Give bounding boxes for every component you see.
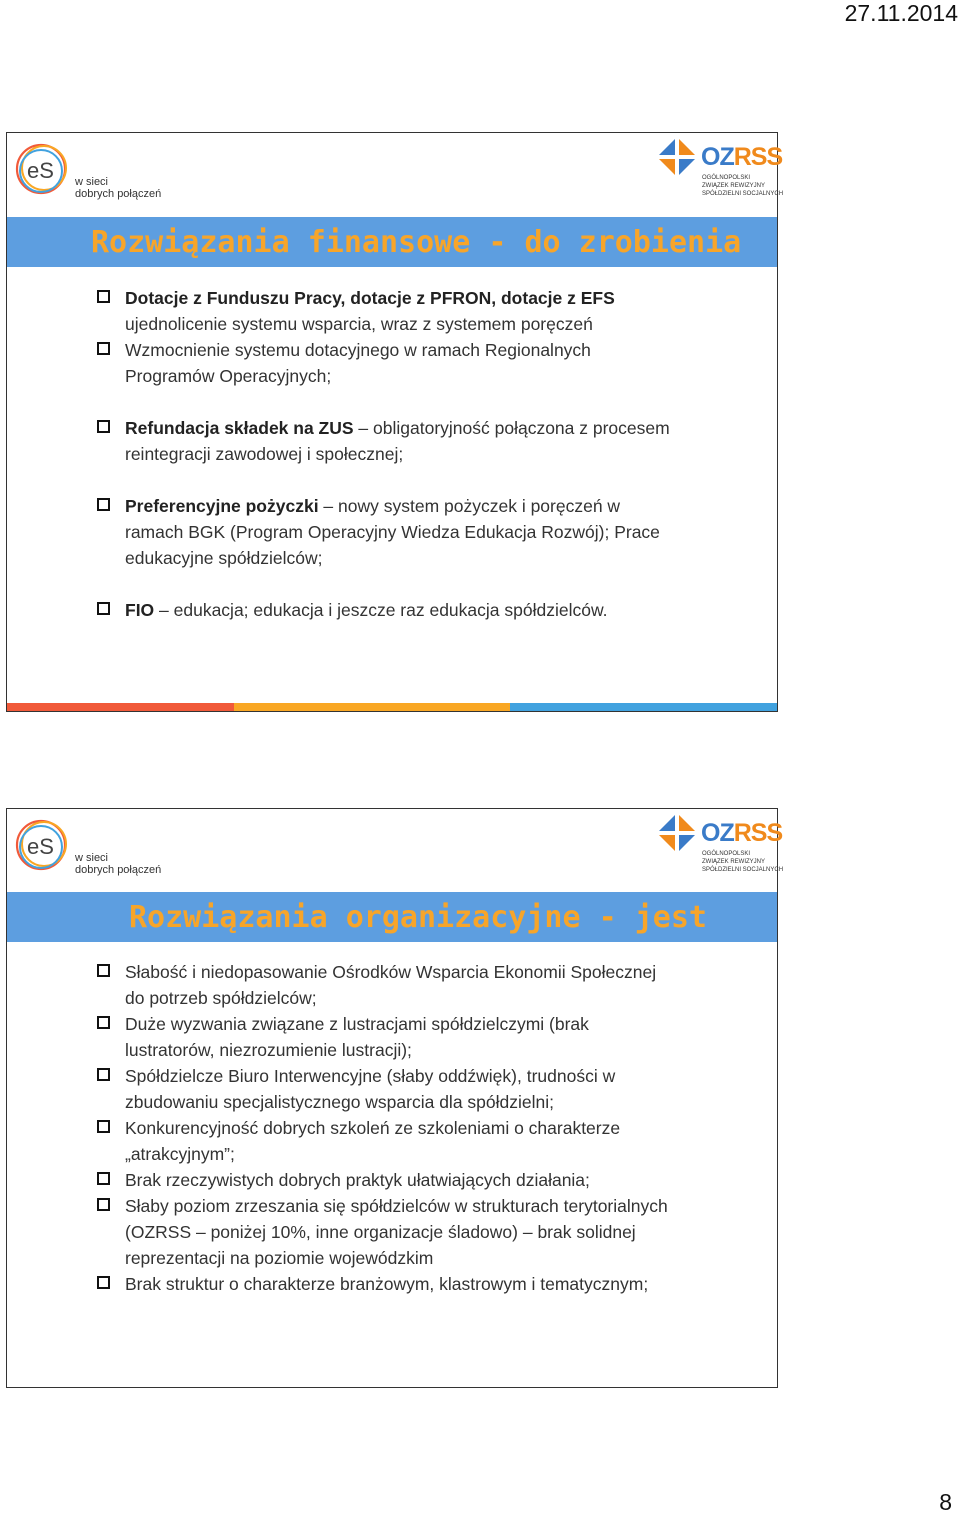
- checkbox-bullet-icon: [97, 1016, 110, 1029]
- ozrss-name-oz: OZ: [701, 819, 734, 847]
- slide-title: Rozwiązania organizacyjne - jest: [129, 900, 707, 935]
- es-logo-icon: [14, 816, 72, 874]
- ozrss-logo: [659, 137, 784, 205]
- bullet-text: Słaby poziom zrzeszania się spółdzielców w strukturach terytorialnych (OZRSS – poniżej 10%, inne organizacje śladowo) – brak solidnej reprezentacji na poziomie wojewódzkim: [125, 1196, 668, 1268]
- checkbox-bullet-icon: [97, 290, 110, 303]
- list-item: [97, 1115, 677, 1167]
- checkbox-bullet-icon: [97, 1172, 110, 1185]
- bullet-text: Słabość i niedopasowanie Ośrodków Wsparcia Ekonomii Społecznej do potrzeb spółdzielców;: [125, 962, 657, 1008]
- slide-finansowe: [6, 132, 784, 712]
- es-logo-icon: [14, 140, 72, 198]
- bullet-text: – obligatoryjność połączona z procesem reintegracji zawodowej i społecznej;: [125, 418, 670, 464]
- list-item: [97, 337, 677, 389]
- bullet-text: ujednolicenie systemu wsparcia, wraz z systemem poręczeń: [125, 314, 593, 334]
- checkbox-bullet-icon: [97, 342, 110, 355]
- checkbox-bullet-icon: [97, 964, 110, 977]
- bullet-bold-text: FIO: [125, 600, 155, 620]
- list-item: [97, 493, 677, 571]
- ozrss-sub-line2: ZWIĄZEK REWIZYJNY: [702, 859, 765, 865]
- checkbox-bullet-icon: [97, 1068, 110, 1081]
- ozrss-logo-name: [701, 819, 782, 847]
- es-logo-line2: dobrych połączeń: [75, 188, 162, 200]
- checkbox-bullet-icon: [97, 420, 110, 433]
- list-item: [97, 959, 677, 1011]
- bullet-text: Wzmocnienie systemu dotacyjnego w ramach Regionalnych Programów Operacyjnych;: [125, 340, 591, 386]
- ozrss-sub-line1: OGÓLNOPOLSKI: [702, 175, 751, 181]
- list-item: [97, 1193, 677, 1271]
- bullet-text: Konkurencyjność dobrych szkoleń ze szkoleniami o charakterze „atrakcyjnym”;: [125, 1118, 621, 1164]
- bullet-text: – edukacja; edukacja i jeszcze raz edukacja spółdzielców.: [154, 600, 608, 620]
- list-item: [97, 1271, 677, 1297]
- es-logo: [14, 816, 164, 880]
- bullet-bold-text: Refundacja składek na ZUS: [125, 418, 354, 438]
- page-date: 27.11.2014: [844, 0, 958, 26]
- bullet-bold-text: Dotacje z Funduszu Pracy, dotacje z PFRON, dotacje z EFS: [125, 288, 615, 308]
- ozrss-name-oz: OZ: [701, 143, 734, 171]
- checkbox-bullet-icon: [97, 602, 110, 615]
- ozrss-logo-name: [701, 143, 782, 171]
- ozrss-sub-line1: OGÓLNOPOLSKI: [702, 851, 751, 857]
- ozrss-logo-subtitle: [702, 850, 783, 874]
- ozrss-logo-subtitle: [702, 174, 783, 198]
- stripe-blue: [510, 703, 777, 711]
- checkbox-bullet-icon: [97, 498, 110, 511]
- list-spacer: [97, 389, 677, 415]
- slide-title-bar: [7, 217, 777, 267]
- bullet-text: Brak rzeczywistych dobrych praktyk ułatwiających działania;: [125, 1170, 590, 1190]
- ozrss-sub-line3: SPÓŁDZIELNI SOCJALNYCH: [702, 191, 784, 197]
- bullet-list: [97, 959, 677, 1297]
- slide-title-bar: [7, 892, 777, 942]
- list-item: [97, 285, 677, 337]
- list-item: [97, 1167, 677, 1193]
- es-logo-line2: dobrych połączeń: [75, 864, 162, 876]
- bullet-text: Brak struktur o charakterze branżowym, klastrowym i tematycznym;: [125, 1274, 649, 1294]
- ozrss-logo-icon: [659, 139, 699, 179]
- ozrss-name-rss: RSS: [733, 819, 783, 847]
- checkbox-bullet-icon: [97, 1198, 110, 1211]
- slide-title: Rozwiązania finansowe - do zrobienia: [91, 225, 742, 260]
- list-item: [97, 597, 677, 623]
- page-number: 8: [939, 1489, 952, 1515]
- es-logo-line1: w sieci: [75, 176, 109, 188]
- checkbox-bullet-icon: [97, 1276, 110, 1289]
- list-spacer: [97, 571, 677, 597]
- bullet-bold-text: Preferencyjne pożyczki: [125, 496, 319, 516]
- list-item: [97, 1063, 677, 1115]
- ozrss-logo: [659, 813, 784, 881]
- es-logo: [14, 140, 164, 204]
- checkbox-bullet-icon: [97, 1120, 110, 1133]
- es-logo-mark: eS: [27, 834, 54, 859]
- stripe-orange: [234, 703, 510, 711]
- ozrss-logo-icon: [659, 815, 699, 855]
- bullet-text: – nowy system pożyczek i poręczeń w ramach BGK (Program Operacyjny Wiedza Edukacja Rozwój); Prace edukacyjne spółdzielców;: [125, 496, 660, 568]
- ozrss-sub-line3: SPÓŁDZIELNI SOCJALNYCH: [702, 867, 784, 873]
- es-logo-line1: w sieci: [75, 852, 109, 864]
- stripe-red: [7, 703, 234, 711]
- bullet-text: Spółdzielcze Biuro Interwencyjne (słaby oddźwięk), trudności w zbudowaniu specjalistycznego wsparcia dla spółdzielni;: [125, 1066, 616, 1112]
- color-stripe: [7, 703, 777, 711]
- bullet-list: [97, 285, 677, 623]
- bullet-text: Duże wyzwania związane z lustracjami spółdzielczymi (brak lustratorów, niezrozumienie lustracji);: [125, 1014, 589, 1060]
- list-item: [97, 415, 677, 467]
- es-logo-mark: eS: [27, 158, 54, 183]
- ozrss-sub-line2: ZWIĄZEK REWIZYJNY: [702, 183, 765, 189]
- list-item: [97, 1011, 677, 1063]
- list-spacer: [97, 467, 677, 493]
- slide-organizacyjne: [6, 808, 784, 1388]
- ozrss-name-rss: RSS: [733, 143, 783, 171]
